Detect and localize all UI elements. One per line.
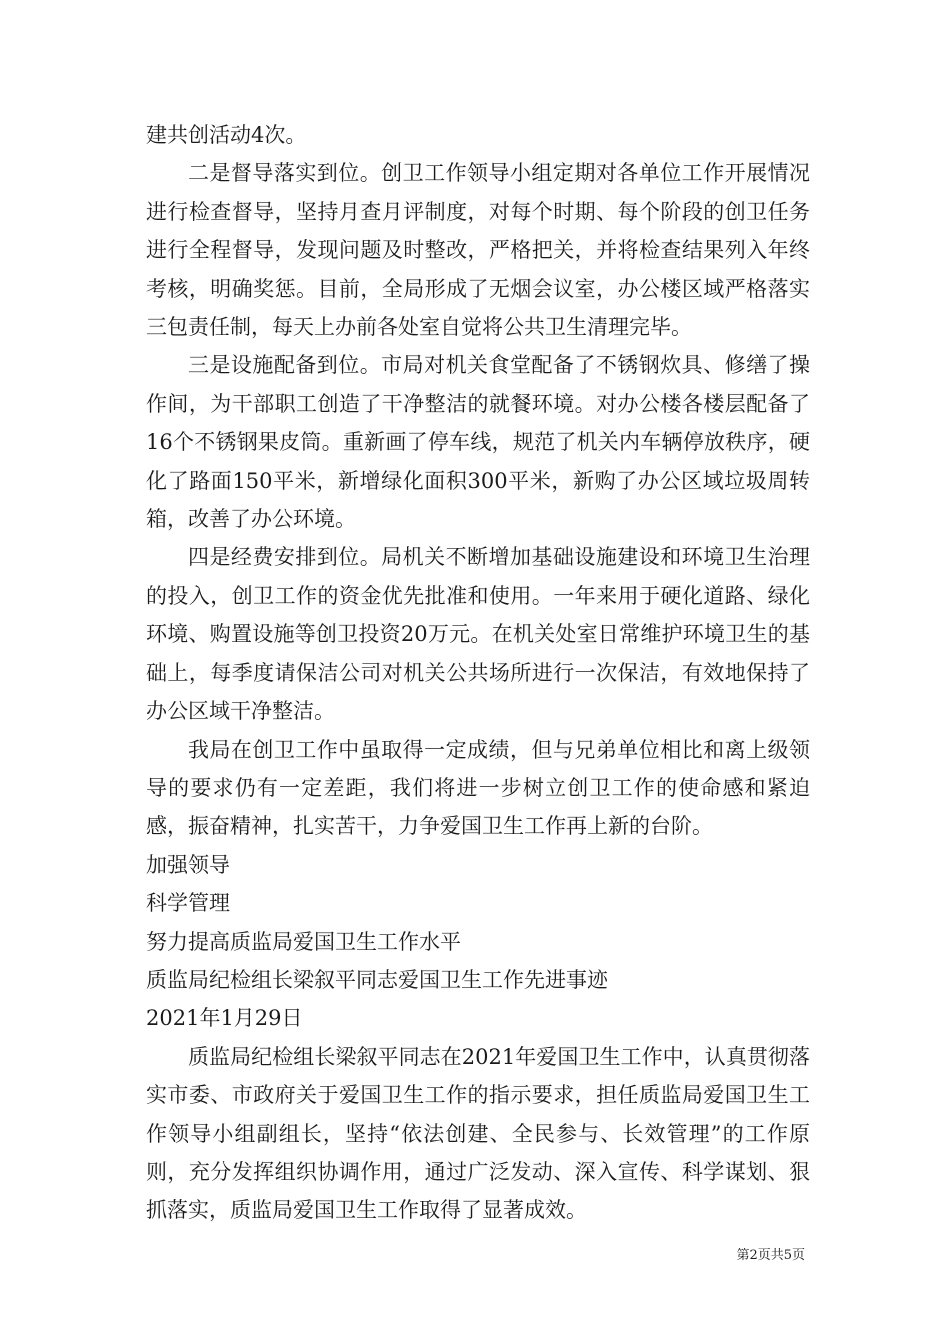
title-line-4: 质监局纪检组长梁叙平同志爱国卫生工作先进事迹 [146,967,608,992]
paragraph-continuation: 建共创活动4次。 [146,123,307,147]
title-line-1: 加强领导 [146,852,230,877]
paragraph-conclusion: 我局在创卫工作中虽取得一定成绩，但与兄弟单位相比和离上级领导的要求仍有一定差距，我们将进一步树立创卫工作的使命感和紧迫感，振奋精神，扎实苦干，力争爱国卫生工作再上新的台阶。 [146,737,810,839]
paragraph-biography: 质监局纪检组长梁叙平同志在2021年爱国卫生工作中，认真贯彻落实市委、市政府关于爱国卫生工作的指示要求，担任质监局爱国卫生工作领导小组副组长，坚持“依法创建、全民参与、长效管理”的工作原则，充分发挥组织协调作用，通过广泛发动、深入宣传、科学谋划、狠抓落实，质监局爱国卫生工作取得了显著成效。 [146,1044,810,1223]
page-number: 第2页共5页 [736,1248,805,1263]
paragraph-facilities: 三是设施配备到位。市局对机关食堂配备了不锈钢炊具、修缮了操作间，为干部职工创造了干净整洁的就餐环境。对办公楼各楼层配备了16个不锈钢果皮筒。重新画了停车线，规范了机关内车辆停放秩序，硬化了路面150平米，新增绿化面积300平米，新购了办公区域垃圾周转箱，改善了办公环境。 [146,353,810,532]
title-line-2: 科学管理 [146,891,230,916]
paragraph-supervision: 二是督导落实到位。创卫工作领导小组定期对各单位工作开展情况进行检查督导，坚持月查月评制度，对每个时期、每个阶段的创卫任务进行全程督导，发现问题及时整改，严格把关，并将检查结果列入年终考核，明确奖惩。目前，全局形成了无烟会议室，办公楼区域严格落实三包责任制，每天上办前各处室自觉将公共卫生清理完毕。 [146,161,810,340]
date-line: 2021年1月29日 [146,1006,303,1031]
document-body [146,116,810,1230]
paragraph-funding: 四是经费安排到位。局机关不断增加基础设施建设和环境卫生治理的投入，创卫工作的资金优先批准和使用。一年来用于硬化道路、绿化环境、购置设施等创卫投资20万元。在机关处室日常维护环境卫生的基础上，每季度请保洁公司对机关公共场所进行一次保洁，有效地保持了办公区域干净整洁。 [146,545,810,724]
title-line-3: 努力提高质监局爱国卫生工作水平 [146,929,461,954]
